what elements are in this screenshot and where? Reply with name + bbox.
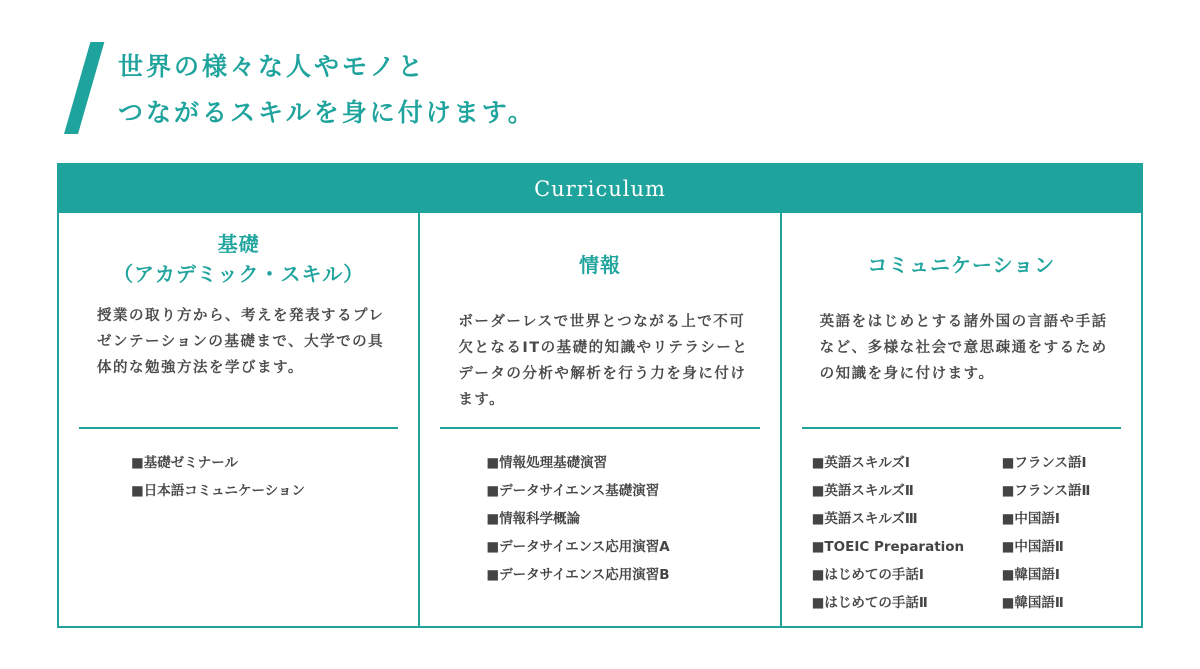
column-communication (780, 213, 1141, 626)
course-item: ■情報処理基礎演習 (486, 455, 608, 471)
course-item: ■はじめての手話Ⅱ (811, 595, 928, 611)
headline-line-1: 世界の様々な人やモノと (118, 52, 426, 81)
course-item: ■はじめての手話Ⅰ (811, 567, 924, 583)
course-item: ■韓国語Ⅰ (1001, 567, 1060, 583)
curriculum-box (57, 163, 1143, 628)
course-item: ■日本語コミュニケーション (131, 483, 305, 499)
course-item: ■データサイエンス応用演習A (486, 539, 670, 555)
curriculum-columns (59, 213, 1141, 626)
course-item: ■英語スキルズⅡ (811, 483, 914, 499)
column-divider (79, 427, 398, 429)
column-title-line-2: （アカデミック・スキル） (113, 262, 365, 286)
course-item: ■フランス語Ⅱ (1001, 483, 1091, 499)
course-list-right (1002, 449, 1091, 617)
course-item: ■中国語Ⅰ (1001, 511, 1060, 527)
course-item: ■英語スキルズⅠ (811, 455, 910, 471)
course-item: ■データサイエンス応用演習B (486, 567, 670, 583)
headline-line-2: つながるスキルを身に付けます。 (118, 98, 536, 127)
column-information (418, 213, 779, 626)
course-item: ■韓国語Ⅱ (1001, 595, 1064, 611)
column-description: ボーダーレスで世界とつながる上で不可欠となるITの基礎的知識やリテラシーとデータの分析や解析を行う力を身に付けます。 (458, 314, 749, 408)
column-description: 英語をはじめとする諸外国の言語や手話など、多様な社会で意思疎通をするための知識を身に付けます。 (819, 314, 1108, 382)
course-list (486, 449, 669, 589)
column-title: 情報 (578, 253, 621, 277)
column-description: 授業の取り方から、考えを発表するプレゼンテーションの基礎まで、大学での具体的な勉強方法を学びます。 (97, 308, 385, 376)
curriculum-header: Curriculum (59, 165, 1141, 213)
course-item: ■データサイエンス基礎演習 (486, 483, 660, 499)
column-basics (59, 213, 418, 626)
accent-slash (64, 42, 104, 134)
column-title: コミュニケーション (867, 253, 1056, 277)
course-list (131, 449, 305, 505)
column-title (59, 225, 418, 293)
course-item: ■中国語Ⅱ (1001, 539, 1064, 555)
course-list-left (812, 449, 965, 617)
course-item: ■基礎ゼミナール (131, 455, 238, 471)
course-item: ■フランス語Ⅰ (1001, 455, 1087, 471)
course-item: ■情報科学概論 (486, 511, 581, 527)
column-title-line-1: 基礎 (217, 232, 260, 256)
course-item: ■TOEIC Preparation (811, 539, 965, 555)
column-divider (802, 427, 1121, 429)
page-headline (118, 44, 536, 136)
column-divider (440, 427, 759, 429)
course-item: ■英語スキルズⅢ (811, 511, 918, 527)
